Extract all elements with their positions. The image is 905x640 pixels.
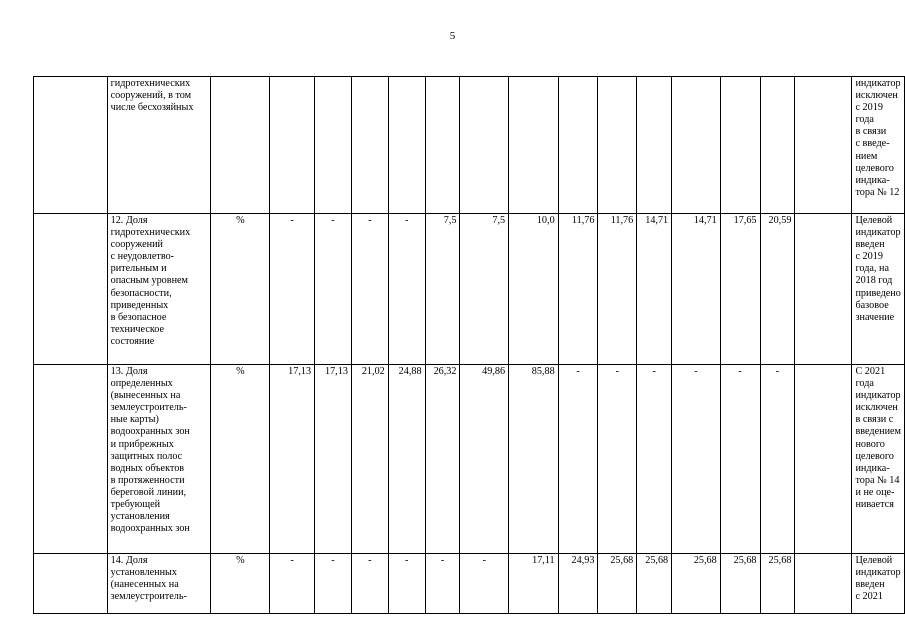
note-cell: С 2021 года индикатор исключен в связи с введением нового целевого индика- тора № 14 и не оце- нивается <box>852 365 905 554</box>
value-cell: - <box>388 214 425 365</box>
unit-cell: % <box>211 554 270 614</box>
value-cell: - <box>270 214 315 365</box>
value-cell: 17,13 <box>315 365 352 554</box>
note-cell: Целевой индикатор введен с 2021 <box>852 554 905 614</box>
value-cell: - <box>351 554 388 614</box>
value-cell: 7,5 <box>425 214 460 365</box>
value-cell <box>637 77 672 214</box>
indicator-name-cell: 13. Доля определенных (вынесенных на землеустроитель- ные карты) водоохранных зон и прибрежных защитных полос водных объектов в протяженности береговой линии, требующей установления водоохранных зон <box>107 365 211 554</box>
value-cell: 11,76 <box>598 214 637 365</box>
value-cell: 11,76 <box>558 214 598 365</box>
row-number-cell <box>34 77 108 214</box>
unit-cell <box>211 77 270 214</box>
value-cell <box>315 77 352 214</box>
value-cell: - <box>425 554 460 614</box>
page-number: 5 <box>449 30 456 42</box>
value-cell: 49,86 <box>460 365 509 554</box>
value-cell: - <box>637 365 672 554</box>
value-cell: - <box>315 554 352 614</box>
value-cell: 20,59 <box>760 214 795 365</box>
value-cell <box>672 77 721 214</box>
row-number-cell <box>34 554 108 614</box>
table-row <box>34 554 905 614</box>
value-cell: - <box>460 554 509 614</box>
value-cell: 7,5 <box>460 214 509 365</box>
value-cell <box>388 77 425 214</box>
value-cell <box>795 77 852 214</box>
value-cell: - <box>388 554 425 614</box>
table-row <box>34 365 905 554</box>
value-cell: - <box>760 365 795 554</box>
value-cell <box>558 77 598 214</box>
value-cell <box>425 77 460 214</box>
indicator-table <box>33 76 905 614</box>
value-cell: 14,71 <box>637 214 672 365</box>
value-cell <box>720 77 760 214</box>
table-row <box>34 214 905 365</box>
unit-cell: % <box>211 214 270 365</box>
value-cell: 14,71 <box>672 214 721 365</box>
value-cell: 17,65 <box>720 214 760 365</box>
row-number-cell <box>34 214 108 365</box>
note-cell: индикатор исключен с 2019 года в связи с введе- нием целевого индика- тора № 12 <box>852 77 905 214</box>
value-cell: - <box>598 365 637 554</box>
value-cell: 10,0 <box>509 214 559 365</box>
row-number-cell <box>34 365 108 554</box>
value-cell: 24,93 <box>558 554 598 614</box>
table-row <box>34 77 905 214</box>
value-cell: - <box>720 365 760 554</box>
value-cell: 25,68 <box>672 554 721 614</box>
value-cell: 26,32 <box>425 365 460 554</box>
value-cell <box>795 554 852 614</box>
value-cell: - <box>351 214 388 365</box>
value-cell <box>795 214 852 365</box>
value-cell <box>270 77 315 214</box>
value-cell: 25,68 <box>720 554 760 614</box>
value-cell: - <box>270 554 315 614</box>
value-cell <box>351 77 388 214</box>
value-cell: - <box>315 214 352 365</box>
value-cell: 25,68 <box>598 554 637 614</box>
indicator-name-cell: гидротехнических сооружений, в том числе бесхозяйных <box>107 77 211 214</box>
value-cell <box>460 77 509 214</box>
note-cell: Целевой индикатор введен с 2019 года, на 2018 год приведено базовое значение <box>852 214 905 365</box>
value-cell <box>509 77 559 214</box>
value-cell: 85,88 <box>509 365 559 554</box>
unit-cell: % <box>211 365 270 554</box>
value-cell: 24,88 <box>388 365 425 554</box>
value-cell: 21,02 <box>351 365 388 554</box>
value-cell <box>795 365 852 554</box>
value-cell: 17,11 <box>509 554 559 614</box>
value-cell <box>760 77 795 214</box>
indicator-name-cell: 14. Доля установленных (нанесенных на землеустроитель- <box>107 554 211 614</box>
value-cell: 25,68 <box>760 554 795 614</box>
value-cell: 17,13 <box>270 365 315 554</box>
indicator-name-cell: 12. Доля гидротехнических сооружений с неудовлетво- рительным и опасным уровнем безопасности, приведенных в безопасное техническое состояние <box>107 214 211 365</box>
value-cell: - <box>558 365 598 554</box>
value-cell <box>598 77 637 214</box>
value-cell: - <box>672 365 721 554</box>
value-cell: 25,68 <box>637 554 672 614</box>
